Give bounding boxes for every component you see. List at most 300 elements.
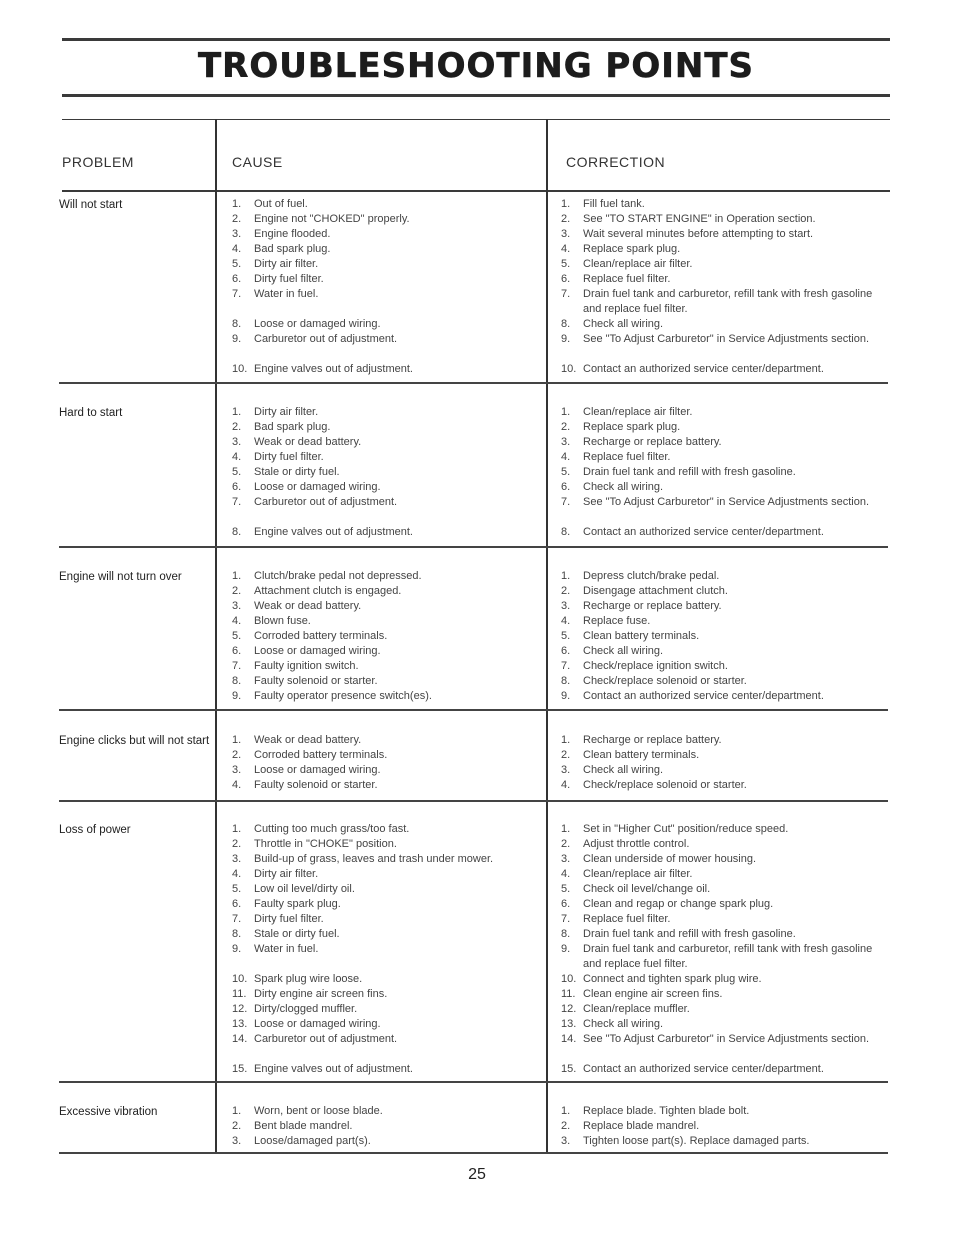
- list-item: [232, 1134, 371, 1149]
- list-item: [232, 1104, 383, 1119]
- item-text: Loose or damaged wiring.: [254, 764, 381, 776]
- list-item: [232, 644, 381, 659]
- item-number: 4.: [561, 451, 571, 463]
- list-item: [561, 227, 883, 242]
- list-item: [561, 272, 883, 287]
- item-text: Blown fuse.: [254, 615, 311, 627]
- item-text: Weak or dead battery.: [254, 600, 362, 612]
- item-text: Loose/damaged part(s).: [254, 1135, 371, 1147]
- item-number: 15.: [232, 1063, 248, 1075]
- item-text: Clean/replace muffler.: [583, 1003, 690, 1015]
- item-text: Replace blade mandrel.: [583, 1120, 700, 1132]
- item-number: 15.: [561, 1063, 577, 1075]
- item-number: 1.: [561, 570, 571, 582]
- problem-label: Loss of power: [59, 824, 131, 836]
- item-text: Dirty/clogged muffler.: [254, 1003, 358, 1015]
- item-number: 8.: [561, 318, 571, 330]
- list-item: [561, 405, 883, 420]
- item-text: Dirty fuel filter.: [254, 451, 324, 463]
- list-item: [561, 897, 883, 912]
- list-item: [232, 212, 410, 227]
- item-number: 9.: [232, 943, 242, 955]
- item-text: Attachment clutch is engaged.: [254, 585, 402, 597]
- list-item: [561, 197, 883, 212]
- item-number: 3.: [232, 1135, 242, 1147]
- item-number: 4.: [561, 779, 571, 791]
- list-item: [561, 763, 883, 778]
- item-number: 1.: [561, 406, 571, 418]
- item-number: 8.: [232, 675, 242, 687]
- item-text: Contact an authorized service center/department.: [583, 363, 824, 375]
- item-text: Faulty ignition switch.: [254, 660, 359, 672]
- list-item: [232, 748, 387, 763]
- item-number: 5.: [232, 466, 242, 478]
- item-text: Clean and regap or change spark plug.: [583, 898, 774, 910]
- item-text: Dirty fuel filter.: [254, 913, 324, 925]
- item-number: 1.: [232, 570, 242, 582]
- list-item: [561, 1002, 883, 1017]
- item-number: 6.: [561, 481, 571, 493]
- item-text: Drain fuel tank and refill with fresh gasoline.: [583, 466, 796, 478]
- item-number: 7.: [561, 496, 571, 508]
- list-item: [561, 1104, 883, 1119]
- list-item: [232, 614, 311, 629]
- item-text: Depress clutch/brake pedal.: [583, 570, 720, 582]
- item-number: 3.: [232, 436, 242, 448]
- item-text: Dirty engine air screen fins.: [254, 988, 388, 1000]
- item-text: Contact an authorized service center/department.: [583, 690, 824, 702]
- list-item: [232, 1032, 397, 1047]
- item-number: 8.: [561, 526, 571, 538]
- item-number: 2.: [561, 421, 571, 433]
- title-top-rule: [62, 38, 890, 41]
- item-text: Replace spark plug.: [583, 421, 681, 433]
- item-text: Weak or dead battery.: [254, 436, 362, 448]
- list-item: [561, 435, 883, 450]
- item-number: 8.: [232, 928, 242, 940]
- list-item: [232, 689, 432, 704]
- item-number: 1.: [232, 1105, 242, 1117]
- item-number: 4.: [232, 779, 242, 791]
- list-item: [561, 629, 883, 644]
- item-text: Engine not "CHOKED" properly.: [254, 213, 410, 225]
- item-text: Build-up of grass, leaves and trash under mower.: [254, 853, 494, 865]
- list-item: [561, 362, 883, 377]
- item-number: 3.: [561, 764, 571, 776]
- item-text: Clutch/brake pedal not depressed.: [254, 570, 422, 582]
- list-item: [561, 465, 883, 480]
- item-text: Carburetor out of adjustment.: [254, 1033, 398, 1045]
- item-number: 7.: [232, 913, 242, 925]
- list-item: [561, 822, 883, 837]
- item-text: Dirty fuel filter.: [254, 273, 324, 285]
- item-number: 7.: [232, 288, 242, 300]
- list-item: [561, 257, 883, 272]
- list-item: [232, 584, 401, 599]
- item-number: 1.: [561, 734, 571, 746]
- item-number: 10.: [232, 973, 248, 985]
- list-item: [232, 882, 355, 897]
- problem-label: Engine will not turn over: [59, 571, 182, 583]
- list-item: [561, 912, 883, 927]
- row-separator: [59, 546, 888, 548]
- list-item: [232, 525, 413, 540]
- item-number: 8.: [232, 318, 242, 330]
- item-number: 3.: [561, 436, 571, 448]
- correction-column-divider: [546, 119, 548, 1154]
- item-number: 14.: [561, 1033, 577, 1045]
- item-text: Clean battery terminals.: [583, 749, 700, 761]
- item-number: 7.: [561, 913, 571, 925]
- list-item: [561, 1032, 883, 1047]
- list-item: [232, 272, 324, 287]
- item-text: Recharge or replace battery.: [583, 734, 722, 746]
- list-item: [232, 405, 318, 420]
- list-item: [561, 1017, 883, 1032]
- item-number: 8.: [561, 675, 571, 687]
- item-number: 9.: [561, 333, 571, 345]
- item-text: Worn, bent or loose blade.: [254, 1105, 383, 1117]
- item-number: 5.: [232, 883, 242, 895]
- item-text: Engine valves out of adjustment.: [254, 1063, 413, 1075]
- item-text: Check/replace ignition switch.: [583, 660, 728, 672]
- item-number: 4.: [561, 243, 571, 255]
- list-item: [232, 763, 381, 778]
- item-number: 4.: [232, 451, 242, 463]
- item-text: Water in fuel.: [254, 288, 319, 300]
- item-text: See "To Adjust Carburetor" in Service Adjustments section.: [583, 333, 870, 345]
- item-number: 6.: [232, 645, 242, 657]
- item-number: 9.: [561, 690, 571, 702]
- list-item: [561, 599, 883, 614]
- item-number: 9.: [232, 333, 242, 345]
- list-item: [561, 317, 883, 332]
- list-item: [232, 450, 324, 465]
- list-item: [232, 1017, 381, 1032]
- list-item: [232, 362, 413, 377]
- item-text: Drain fuel tank and refill with fresh gasoline.: [583, 928, 796, 940]
- list-item: [561, 287, 883, 317]
- item-text: Clean battery terminals.: [583, 630, 700, 642]
- item-number: 3.: [232, 853, 242, 865]
- list-item: [561, 1119, 883, 1134]
- item-text: Recharge or replace battery.: [583, 436, 722, 448]
- item-number: 8.: [561, 928, 571, 940]
- item-number: 8.: [232, 526, 242, 538]
- item-text: Dirty air filter.: [254, 868, 319, 880]
- item-number: 4.: [561, 868, 571, 880]
- item-text: Low oil level/dirty oil.: [254, 883, 355, 895]
- list-item: [232, 599, 361, 614]
- list-item: [232, 1062, 413, 1077]
- list-item: [561, 852, 883, 867]
- list-item: [561, 332, 883, 347]
- item-number: 1.: [561, 198, 571, 210]
- item-number: 1.: [232, 198, 242, 210]
- item-number: 2.: [561, 749, 571, 761]
- item-number: 7.: [232, 660, 242, 672]
- list-item: [561, 778, 883, 793]
- list-item: [561, 584, 883, 599]
- item-text: Contact an authorized service center/department.: [583, 1063, 824, 1075]
- list-item: [561, 495, 883, 510]
- item-text: Faulty spark plug.: [254, 898, 341, 910]
- item-number: 4.: [232, 868, 242, 880]
- item-text: Faulty operator presence switch(es).: [254, 690, 432, 702]
- item-number: 2.: [561, 838, 571, 850]
- list-item: [561, 1062, 883, 1077]
- list-item: [232, 897, 341, 912]
- list-item: [232, 987, 387, 1002]
- item-number: 4.: [232, 243, 242, 255]
- list-item: [232, 778, 378, 793]
- item-text: See "To Adjust Carburetor" in Service Adjustments section.: [583, 1033, 870, 1045]
- item-number: 6.: [232, 273, 242, 285]
- item-text: Connect and tighten spark plug wire.: [583, 973, 762, 985]
- list-item: [561, 733, 883, 748]
- list-item: [561, 659, 883, 674]
- item-text: Bad spark plug.: [254, 243, 331, 255]
- list-item: [232, 733, 361, 748]
- list-item: [561, 942, 883, 972]
- item-number: 13.: [561, 1018, 577, 1030]
- list-item: [561, 689, 883, 704]
- item-text: Replace fuel filter.: [583, 451, 671, 463]
- page-number: 25: [468, 1166, 486, 1183]
- list-item: [561, 569, 883, 584]
- item-text: Loose or damaged wiring.: [254, 1018, 381, 1030]
- header-problem: PROBLEM: [62, 154, 134, 170]
- item-text: Faulty solenoid or starter.: [254, 779, 378, 791]
- item-text: Loose or damaged wiring.: [254, 645, 381, 657]
- item-number: 3.: [561, 600, 571, 612]
- problem-label: Hard to start: [59, 407, 123, 419]
- item-text: Drain fuel tank and carburetor, refill tank with fresh gasoline and replace fuel filter.: [583, 288, 873, 315]
- problem-label: Excessive vibration: [59, 1106, 158, 1118]
- item-number: 11.: [561, 988, 576, 1000]
- list-item: [561, 748, 883, 763]
- item-text: Dirty air filter.: [254, 406, 319, 418]
- item-text: Check all wiring.: [583, 1018, 664, 1030]
- item-number: 10.: [561, 363, 577, 375]
- list-item: [232, 629, 387, 644]
- list-item: [561, 480, 883, 495]
- item-number: 10.: [561, 973, 577, 985]
- list-item: [232, 942, 318, 957]
- list-item: [232, 435, 361, 450]
- item-text: Replace fuse.: [583, 615, 651, 627]
- title-bottom-rule: [62, 94, 890, 97]
- item-text: Clean underside of mower housing.: [583, 853, 757, 865]
- list-item: [232, 837, 397, 852]
- list-item: [561, 614, 883, 629]
- list-item: [232, 659, 359, 674]
- row-separator: [59, 1081, 888, 1083]
- item-text: Wait several minutes before attempting to start.: [583, 228, 814, 240]
- item-text: Adjust throttle control.: [583, 838, 690, 850]
- list-item: [561, 420, 883, 435]
- list-item: [561, 525, 883, 540]
- item-number: 3.: [232, 764, 242, 776]
- item-number: 1.: [232, 734, 242, 746]
- item-number: 11.: [232, 988, 247, 1000]
- item-number: 1.: [561, 1105, 571, 1117]
- problem-label: Will not start: [59, 199, 123, 211]
- item-number: 12.: [561, 1003, 577, 1015]
- list-item: [561, 674, 883, 689]
- item-number: 7.: [561, 288, 571, 300]
- list-item: [561, 644, 883, 659]
- item-text: Carburetor out of adjustment.: [254, 496, 398, 508]
- list-item: [232, 197, 308, 212]
- item-text: Check all wiring.: [583, 764, 664, 776]
- list-item: [232, 822, 409, 837]
- item-text: Weak or dead battery.: [254, 734, 362, 746]
- item-text: Replace spark plug.: [583, 243, 681, 255]
- item-number: 2.: [561, 585, 571, 597]
- list-item: [561, 1134, 883, 1149]
- item-text: Recharge or replace battery.: [583, 600, 722, 612]
- item-number: 12.: [232, 1003, 248, 1015]
- item-number: 4.: [561, 615, 571, 627]
- item-text: Water in fuel.: [254, 943, 319, 955]
- item-number: 2.: [232, 749, 242, 761]
- item-text: Clean/replace air filter.: [583, 406, 693, 418]
- item-text: Check all wiring.: [583, 481, 664, 493]
- item-number: 5.: [232, 630, 242, 642]
- list-item: [561, 867, 883, 882]
- list-item: [561, 972, 883, 987]
- item-number: 1.: [561, 823, 571, 835]
- item-text: See "To Adjust Carburetor" in Service Adjustments section.: [583, 496, 870, 508]
- list-item: [232, 927, 340, 942]
- item-text: Clean engine air screen fins.: [583, 988, 723, 1000]
- item-number: 7.: [232, 496, 242, 508]
- item-text: Fill fuel tank.: [583, 198, 645, 210]
- list-item: [232, 257, 318, 272]
- item-text: Check/replace solenoid or starter.: [583, 779, 747, 791]
- item-number: 6.: [561, 645, 571, 657]
- list-item: [561, 987, 883, 1002]
- item-number: 3.: [561, 853, 571, 865]
- item-number: 3.: [232, 600, 242, 612]
- list-item: [232, 287, 318, 302]
- row-separator: [59, 1152, 888, 1154]
- item-text: Check all wiring.: [583, 645, 664, 657]
- item-number: 5.: [561, 883, 571, 895]
- item-number: 5.: [561, 630, 571, 642]
- item-text: Engine valves out of adjustment.: [254, 526, 413, 538]
- list-item: [232, 242, 330, 257]
- item-text: Engine valves out of adjustment.: [254, 363, 413, 375]
- list-item: [232, 480, 381, 495]
- cause-column-divider: [215, 119, 217, 1154]
- item-text: Bad spark plug.: [254, 421, 331, 433]
- list-item: [561, 242, 883, 257]
- item-number: 2.: [561, 1120, 571, 1132]
- list-item: [232, 569, 422, 584]
- item-number: 5.: [232, 258, 242, 270]
- row-separator: [59, 382, 888, 384]
- list-item: [232, 674, 378, 689]
- item-text: Drain fuel tank and carburetor, refill tank with fresh gasoline and replace fuel filter.: [583, 943, 873, 970]
- page-title: TROUBLESHOOTING POINTS: [197, 46, 755, 86]
- item-number: 9.: [232, 690, 242, 702]
- list-item: [232, 867, 318, 882]
- header-correction: CORRECTION: [566, 154, 666, 170]
- item-text: Spark plug wire loose.: [254, 973, 363, 985]
- item-number: 2.: [232, 838, 242, 850]
- item-number: 6.: [232, 898, 242, 910]
- item-number: 14.: [232, 1033, 248, 1045]
- list-item: [561, 450, 883, 465]
- item-number: 5.: [561, 466, 571, 478]
- list-item: [232, 420, 330, 435]
- item-text: Contact an authorized service center/department.: [583, 526, 824, 538]
- item-text: Clean/replace air filter.: [583, 258, 693, 270]
- item-text: Disengage attachment clutch.: [583, 585, 728, 597]
- item-number: 3.: [561, 228, 571, 240]
- item-number: 6.: [561, 273, 571, 285]
- item-text: Clean/replace air filter.: [583, 868, 693, 880]
- item-text: See "TO START ENGINE" in Operation section.: [583, 213, 816, 225]
- item-number: 6.: [561, 898, 571, 910]
- item-number: 2.: [561, 213, 571, 225]
- item-text: Stale or dirty fuel.: [254, 928, 340, 940]
- item-text: Corroded battery terminals.: [254, 630, 388, 642]
- item-text: Tighten loose part(s). Replace damaged parts.: [583, 1135, 810, 1147]
- item-text: Cutting too much grass/too fast.: [254, 823, 410, 835]
- row-separator: [59, 709, 888, 711]
- item-text: Out of fuel.: [254, 198, 308, 210]
- item-number: 2.: [232, 1120, 242, 1132]
- row-separator: [59, 800, 888, 802]
- list-item: [561, 837, 883, 852]
- item-number: 5.: [561, 258, 571, 270]
- item-text: Replace fuel filter.: [583, 913, 671, 925]
- item-number: 7.: [561, 660, 571, 672]
- list-item: [561, 927, 883, 942]
- item-text: Check/replace solenoid or starter.: [583, 675, 747, 687]
- item-text: Loose or damaged wiring.: [254, 318, 381, 330]
- item-text: Check oil level/change oil.: [583, 883, 711, 895]
- item-number: 9.: [561, 943, 571, 955]
- item-number: 2.: [232, 213, 242, 225]
- item-number: 3.: [232, 228, 242, 240]
- list-item: [232, 1119, 352, 1134]
- list-item: [561, 882, 883, 897]
- item-text: Corroded battery terminals.: [254, 749, 388, 761]
- list-item: [232, 1002, 357, 1017]
- item-text: Loose or damaged wiring.: [254, 481, 381, 493]
- item-text: Engine flooded.: [254, 228, 331, 240]
- list-item: [232, 317, 381, 332]
- table-top-rule: [62, 119, 890, 120]
- list-item: [232, 972, 362, 987]
- list-item: [232, 912, 324, 927]
- header-cause: CAUSE: [232, 154, 283, 170]
- list-item: [232, 465, 340, 480]
- item-number: 1.: [232, 823, 242, 835]
- item-number: 13.: [232, 1018, 248, 1030]
- item-text: Replace blade. Tighten blade bolt.: [583, 1105, 750, 1117]
- item-text: Check all wiring.: [583, 318, 664, 330]
- list-item: [232, 852, 493, 867]
- item-text: Carburetor out of adjustment.: [254, 333, 398, 345]
- item-number: 2.: [232, 421, 242, 433]
- item-number: 3.: [561, 1135, 571, 1147]
- item-text: Bent blade mandrel.: [254, 1120, 353, 1132]
